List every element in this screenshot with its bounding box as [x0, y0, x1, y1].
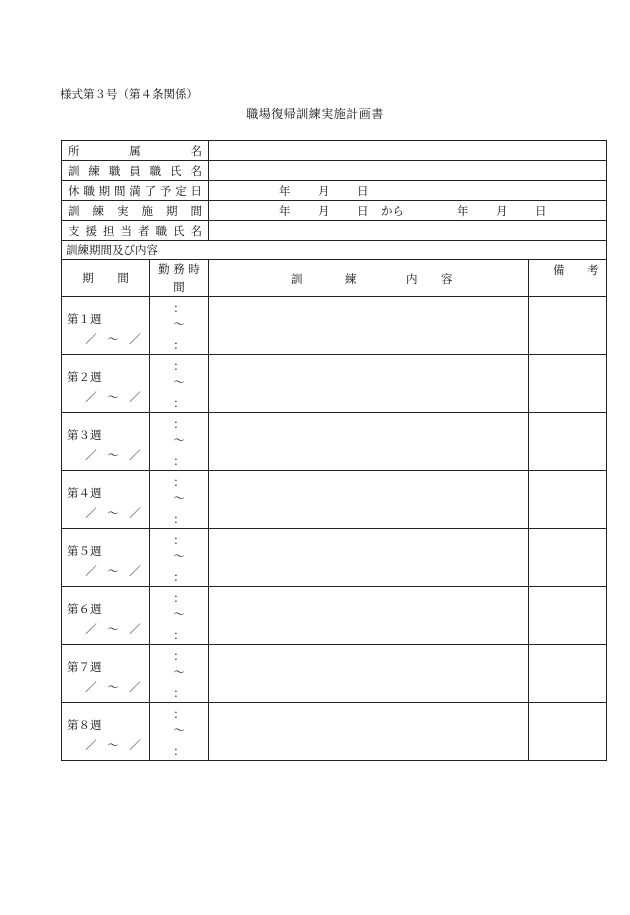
time-colon: ：	[173, 628, 185, 642]
trainee-name-field[interactable]	[209, 161, 607, 181]
week-content-cell[interactable]	[209, 703, 529, 761]
label-char: 施	[141, 203, 153, 218]
label-char: 訓	[68, 163, 80, 178]
work-hours-header-line1: 勤 務 時	[158, 262, 200, 276]
label-char: 職	[155, 223, 167, 238]
header-char: 考	[587, 263, 599, 277]
time-colon: ：	[173, 359, 185, 373]
time-tilde: ～	[173, 549, 185, 563]
week-date-range	[80, 505, 146, 521]
label-char: 職	[108, 163, 121, 178]
label-char: 満	[129, 183, 141, 198]
label-char: 当	[120, 223, 132, 238]
end-year-unit: 年	[457, 204, 469, 218]
week-remarks-cell[interactable]	[529, 529, 607, 587]
time-tilde: ～	[173, 317, 185, 331]
week-date-range	[80, 389, 146, 405]
year-unit: 年	[279, 184, 291, 198]
week-date-range	[80, 621, 146, 637]
training-period-label	[62, 201, 209, 221]
week-row	[62, 355, 607, 413]
affiliation-row	[62, 141, 607, 161]
week-work-hours-cell[interactable]	[150, 297, 209, 355]
start-year-unit: 年	[279, 204, 291, 218]
week-content-cell[interactable]	[209, 413, 529, 471]
time-colon: ：	[173, 475, 185, 489]
time-tilde: ～	[173, 375, 185, 389]
week-label: 第２週	[67, 370, 102, 384]
date-slash: ／	[85, 448, 97, 462]
date-slash: ／	[85, 332, 97, 346]
supporter-name-field[interactable]	[209, 221, 607, 241]
time-colon: ：	[173, 417, 185, 431]
week-work-hours-cell[interactable]	[150, 355, 209, 413]
week-label: 第４週	[67, 486, 102, 500]
label-char: 担	[103, 223, 115, 238]
date-slash: ／	[85, 564, 97, 578]
date-slash: ／	[85, 680, 97, 694]
date-tilde: ～	[107, 448, 119, 462]
label-char: 予	[159, 183, 172, 198]
label-char: 定	[175, 183, 187, 198]
week-content-cell[interactable]	[209, 297, 529, 355]
week-period-cell[interactable]	[62, 297, 150, 355]
week-date-range	[80, 331, 146, 347]
header-char: 備	[553, 263, 565, 277]
week-period-cell[interactable]	[62, 355, 150, 413]
document-title: 職場復帰訓練実施計画書	[246, 107, 384, 121]
week-period-cell[interactable]	[62, 645, 150, 703]
time-colon: ：	[173, 301, 185, 315]
week-remarks-cell[interactable]	[529, 471, 607, 529]
affiliation-field[interactable]	[209, 141, 607, 161]
week-remarks-cell[interactable]	[529, 355, 607, 413]
week-row	[62, 413, 607, 471]
header-char: 練	[345, 272, 357, 286]
week-date-range	[80, 563, 146, 579]
end-month-unit: 月	[496, 204, 508, 218]
week-date-range	[80, 447, 146, 463]
training-plan-table	[61, 140, 607, 761]
time-tilde: ～	[173, 665, 185, 679]
week-label: 第６週	[67, 602, 102, 616]
day-unit: 日	[357, 184, 369, 198]
week-date-range	[80, 737, 146, 753]
time-tilde: ～	[173, 607, 185, 621]
end-day-unit: 日	[535, 204, 547, 218]
time-colon: ：	[173, 570, 185, 584]
start-month-unit: 月	[318, 204, 330, 218]
week-label: 第７週	[67, 660, 102, 674]
week-label: 第８週	[67, 718, 102, 732]
supporter-name-row	[62, 221, 607, 241]
leave-end-date-row	[62, 181, 607, 201]
date-slash: ／	[129, 622, 141, 636]
time-colon: ：	[173, 396, 185, 410]
week-content-cell[interactable]	[209, 355, 529, 413]
leave-end-date-field[interactable]	[209, 181, 607, 201]
week-label: 第３週	[67, 428, 102, 442]
label-char: 実	[117, 203, 129, 218]
time-colon: ：	[173, 649, 185, 663]
trainee-name-row	[62, 161, 607, 181]
start-day-unit: 日	[357, 204, 369, 218]
time-colon: ：	[173, 686, 185, 700]
date-tilde: ～	[107, 506, 119, 520]
week-work-hours-cell[interactable]	[150, 413, 209, 471]
label-char: 名	[190, 223, 202, 238]
label-char: 属	[129, 143, 141, 158]
label-char: 訓	[68, 203, 80, 218]
week-content-cell[interactable]	[209, 645, 529, 703]
date-slash: ／	[129, 738, 141, 752]
form-number: 様式第３号（第４条関係）	[60, 87, 198, 101]
label-char: 日	[190, 183, 202, 198]
work-hours-column-header	[150, 260, 209, 297]
week-content-cell[interactable]	[209, 587, 529, 645]
date-tilde: ～	[107, 622, 119, 636]
week-row	[62, 703, 607, 761]
from-text: から	[381, 204, 404, 218]
week-work-hours-cell[interactable]	[150, 645, 209, 703]
label-char: 支	[68, 223, 80, 238]
week-period-cell[interactable]	[62, 587, 150, 645]
label-char: 援	[85, 223, 97, 238]
week-remarks-cell[interactable]	[529, 297, 607, 355]
time-tilde: ～	[173, 491, 185, 505]
week-work-hours-cell[interactable]	[150, 587, 209, 645]
week-content-cell[interactable]	[209, 529, 529, 587]
date-slash: ／	[129, 680, 141, 694]
date-slash: ／	[85, 390, 97, 404]
date-slash: ／	[129, 506, 141, 520]
week-period-cell[interactable]	[62, 471, 150, 529]
week-period-cell[interactable]	[62, 703, 150, 761]
date-tilde: ～	[107, 332, 119, 346]
time-colon: ：	[173, 338, 185, 352]
period-column-header: 期 間	[62, 260, 150, 297]
training-period-row	[62, 201, 607, 221]
time-colon: ：	[173, 454, 185, 468]
trainee-name-label	[62, 161, 209, 181]
week-label: 第１週	[67, 312, 102, 326]
date-tilde: ～	[107, 390, 119, 404]
week-label: 第５週	[67, 544, 102, 558]
header-char: 内	[406, 272, 418, 286]
training-period-field[interactable]	[209, 201, 607, 221]
week-row	[62, 529, 607, 587]
week-remarks-cell[interactable]	[529, 645, 607, 703]
label-char: 名	[190, 143, 202, 158]
date-tilde: ～	[107, 564, 119, 578]
date-slash: ／	[85, 738, 97, 752]
time-tilde: ～	[173, 433, 185, 447]
week-remarks-cell[interactable]	[529, 587, 607, 645]
work-hours-header-line2: 間	[173, 280, 185, 294]
label-char: 練	[92, 203, 104, 218]
week-row	[62, 471, 607, 529]
week-period-cell[interactable]	[62, 413, 150, 471]
date-slash: ／	[129, 332, 141, 346]
section-row	[62, 241, 607, 260]
week-date-range	[80, 679, 146, 695]
label-char: 氏	[173, 223, 185, 238]
time-colon: ：	[173, 744, 185, 758]
label-char: 所	[68, 143, 80, 158]
time-tilde: ～	[173, 723, 185, 737]
week-row	[62, 297, 607, 355]
week-work-hours-cell[interactable]	[150, 529, 209, 587]
date-slash: ／	[129, 564, 141, 578]
label-char: 間	[190, 203, 202, 218]
section-label: 訓練期間及び内容	[62, 241, 607, 260]
week-remarks-cell[interactable]	[529, 413, 607, 471]
week-period-cell[interactable]	[62, 529, 150, 587]
label-char: 者	[138, 223, 150, 238]
supporter-name-label	[62, 221, 209, 241]
date-slash: ／	[129, 390, 141, 404]
header-char: 容	[441, 272, 453, 286]
date-tilde: ～	[107, 680, 119, 694]
date-slash: ／	[129, 448, 141, 462]
week-row	[62, 645, 607, 703]
week-row	[62, 587, 607, 645]
time-colon: ：	[173, 591, 185, 605]
month-unit: 月	[318, 184, 330, 198]
content-column-header	[209, 260, 529, 297]
label-char: 職	[149, 163, 162, 178]
affiliation-label	[62, 141, 209, 161]
column-header-row	[62, 260, 607, 297]
date-slash: ／	[85, 622, 97, 636]
time-colon: ：	[173, 533, 185, 547]
time-colon: ：	[173, 512, 185, 526]
label-char: 氏	[170, 163, 182, 178]
leave-end-date-label	[62, 181, 209, 201]
week-work-hours-cell[interactable]	[150, 703, 209, 761]
label-char: 員	[129, 163, 141, 178]
time-colon: ：	[173, 707, 185, 721]
label-char: 期	[98, 183, 111, 198]
label-char: 練	[88, 163, 100, 178]
date-slash: ／	[85, 506, 97, 520]
remarks-column-header	[529, 260, 607, 297]
label-char: 名	[190, 163, 202, 178]
label-char: 休	[68, 183, 80, 198]
week-work-hours-cell[interactable]	[150, 471, 209, 529]
label-char: 了	[144, 183, 157, 198]
header-char: 訓	[291, 272, 303, 286]
label-char: 間	[113, 183, 126, 198]
week-remarks-cell[interactable]	[529, 703, 607, 761]
date-tilde: ～	[107, 738, 119, 752]
label-char: 期	[166, 203, 178, 218]
label-char: 職	[83, 183, 95, 198]
week-content-cell[interactable]	[209, 471, 529, 529]
